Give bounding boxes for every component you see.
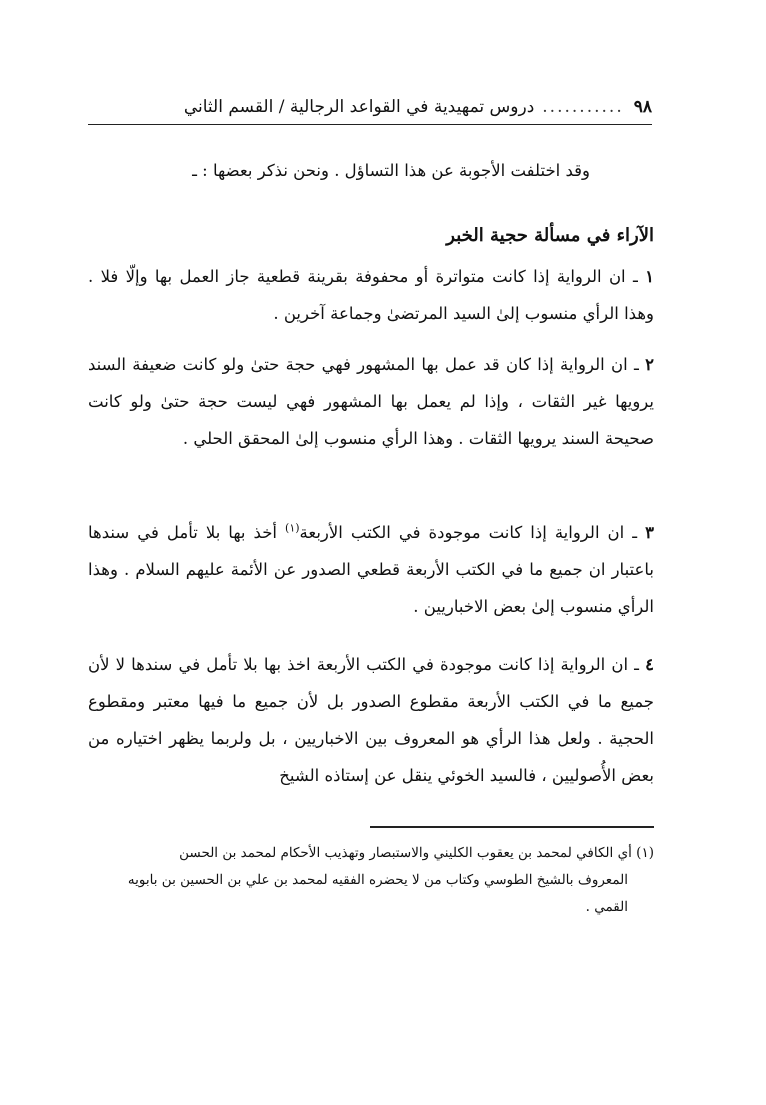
footnote-line-1: (١) أي الكافي لمحمد بن يعقوب الكليني والاستبصار وتهذيب الأحكام لمحمد بن الحسن: [179, 845, 654, 861]
paragraph-text: ـ ان الرواية إذا كانت موجودة في الكتب الأربعة: [299, 523, 646, 542]
paragraph-4: [88, 646, 654, 794]
paragraph-text: ـ ان الرواية إذا كانت موجودة في الكتب الأربعة اخذ بها بلا تأمل في سندها لا لأن جميع ما في الكتب الأربعة مقطوع الصدور بل لأن جميع ما فيها معتبر ومقطوع الحجية . ولعل هذا الرأي هو المعروف بين الاخباريين ، بل ولربما يظهر اختياره من بعض الأُصوليين ، فالسيد الخوئي ينقل عن إستاذه الشيخ: [88, 655, 654, 785]
header-leader-dots: ...........: [542, 97, 624, 117]
paragraph-text-continued: أخذ بها بلا تأمل في سندها باعتبار ان جميع ما في الكتب الأربعة قطعي الصدور عن الأئمة عليهم السلام . وهذا الرأي منسوب إلىٰ بعض الاخباريين .: [88, 523, 654, 616]
paragraph-text: ـ ان الرواية إذا كان قد عمل بها المشهور فهي حجة حتىٰ ولو كانت ضعيفة السند يرويها غير الثقات ، وإذا لم يعمل بها المشهور فهي ليست حجة حتىٰ ولو كانت صحيحة السند يرويها الثقات . وهذا الرأي منسوب إلىٰ المحقق الحلي .: [88, 355, 654, 448]
paragraph-number: ٣: [645, 523, 654, 542]
running-title: دروس تمهيدية في القواعد الرجالية / القسم الثاني: [183, 97, 535, 117]
intro-sentence: وقد اختلفت الأجوبة عن هذا التساؤل . ونحن نذكر بعضها : ـ: [192, 161, 590, 180]
paragraph-text: ـ ان الرواية إذا كانت متواترة أو محفوفة بقرينة قطعية جاز العمل بها وإلّا فلا . وهذا الرأي منسوب إلىٰ السيد المرتضىٰ وجماعة آخرين .: [88, 267, 654, 323]
paragraph-number: ٤: [645, 655, 654, 674]
page-header: [88, 92, 652, 122]
paragraph-number: ٢: [645, 355, 654, 374]
footnote-line-2: المعروف بالشيخ الطوسي وكتاب من لا يحضره الفقيه لمحمد بن علي بن الحسين بن بابويه: [127, 872, 628, 888]
section-heading: الآراء في مسألة حجية الخبر: [446, 225, 654, 246]
paragraph-3: [88, 514, 654, 625]
page-number: ٩٨: [633, 97, 652, 117]
paragraph-number: ١: [645, 267, 654, 286]
footnote-line-3: القمي .: [585, 899, 628, 915]
footnote-rule: [370, 826, 654, 828]
header-rule: [88, 124, 652, 125]
footnote-reference[interactable]: (١): [285, 521, 300, 535]
paragraph-1: [88, 258, 654, 332]
footnote: [96, 840, 654, 921]
paragraph-2: [88, 346, 654, 457]
